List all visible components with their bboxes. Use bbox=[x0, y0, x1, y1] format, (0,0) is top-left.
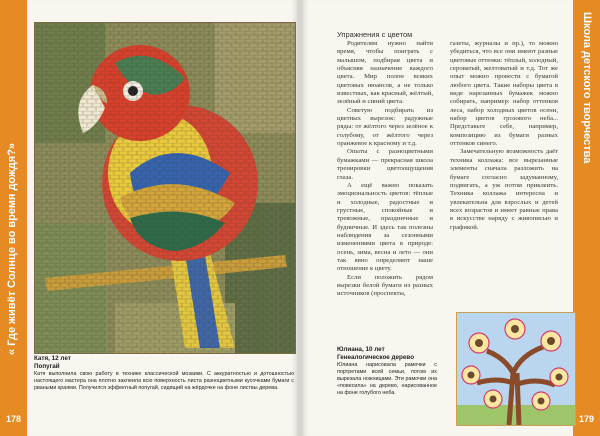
right-side-strip bbox=[573, 0, 600, 436]
right-page-number: 179 bbox=[578, 414, 595, 424]
right-caption bbox=[337, 346, 437, 397]
parrot-mosaic-artwork bbox=[34, 22, 296, 354]
left-page bbox=[0, 0, 298, 436]
left-side-strip bbox=[0, 0, 27, 436]
right-vertical-title: Школа детского творчества bbox=[581, 12, 593, 164]
left-page-number: 178 bbox=[5, 414, 22, 424]
left-vertical-title: « Где живёт Солнце во время дождя?» bbox=[6, 142, 18, 355]
section-title: Упражнения с цветом bbox=[337, 30, 413, 39]
left-caption-author: Катя, 12 лет bbox=[34, 355, 71, 362]
paragraph: Если положить рядом вырезки белой бумаги из разных источников (проспекты, bbox=[337, 273, 433, 298]
family-tree-drawing bbox=[456, 312, 576, 426]
paragraph: газеты, журналы и пр.), то можно убедиться, что все они имеют разные цветовые оттенки: тёплый, холодный, сероватый, желтоватый и т.д. Тот же опыт можно провести с бумагой любого цвета. Такие наборы цвета в виде нарезанных бумажек можно собирать, например: набор оттенков леса, набор холодных цветов осени, набор цветов грозового неба... Представьте себе, например, композицию из бумаги разных оттенков синего. bbox=[450, 40, 558, 148]
paragraph: Родителям нужно найти время, чтобы поиграть с малышом, подбирая цвета и объясняя назначение каждого цвета. Мир полон всяких цветовых нюансов, а не только известных, как красный, жёлтый, зелёный и синий цвета. bbox=[337, 40, 433, 106]
right-caption-text: Юлиана нарисовала рамочки с портретами всей семьи, потом их вырезала ножницами. Эти рамочки она «повесила» на дерево, нарисованное на фоне голубого неба. bbox=[337, 362, 437, 396]
left-caption bbox=[34, 355, 294, 392]
text-column-1 bbox=[337, 40, 433, 299]
paragraph: Замечательную возможность даёт техника коллажа: все вырезанные элементы сначала разложить на бумаге согласно задуманному, подвигать, а уж потом приклеить. Техника коллажа интересна и увлекательна для взрослых и детей всех возрастов и имеет равные права в искусстве наряду с живописью и графикой. bbox=[450, 148, 558, 231]
paragraph: А ещё важно показать эмоциональность цветов: тёплые и холодные, радостные и грустные, спокойные и тревожные, праздничные и будничные. И здесь так полезны наблюдения за сезонными изменениями цвета в природе: осень, зима, весна и лето — они так явно определяют наше отношение к цвету. bbox=[337, 181, 433, 273]
right-caption-title: Генеалогическое дерево bbox=[337, 354, 415, 361]
left-caption-title: Попугай bbox=[34, 363, 60, 370]
left-caption-text: Катя выполнила свою работу в технике классической мозаики. С аккуратностью и дотошностью настоящего мастера она плотно заклеила всю поверхность листа разноцветными кусочками бумаги с рваными краями. Получился эффектный попугай, сидящий на жёрдочке на фоне листвы дерева. bbox=[34, 371, 294, 391]
paragraph: Опыты с разноцветными бумажками — прекрасная школа тренировки цветоощущения глаза. bbox=[337, 148, 433, 181]
right-page bbox=[302, 0, 600, 436]
text-column-2 bbox=[450, 40, 558, 232]
paragraph: Советую подбирать из цветных вырезок: радужные ряды: от жёлтого через зелёное к голубому, от жёлтого через оранжевое к красному и т.д. bbox=[337, 106, 433, 148]
right-caption-author: Юлиана, 10 лет bbox=[337, 346, 385, 353]
